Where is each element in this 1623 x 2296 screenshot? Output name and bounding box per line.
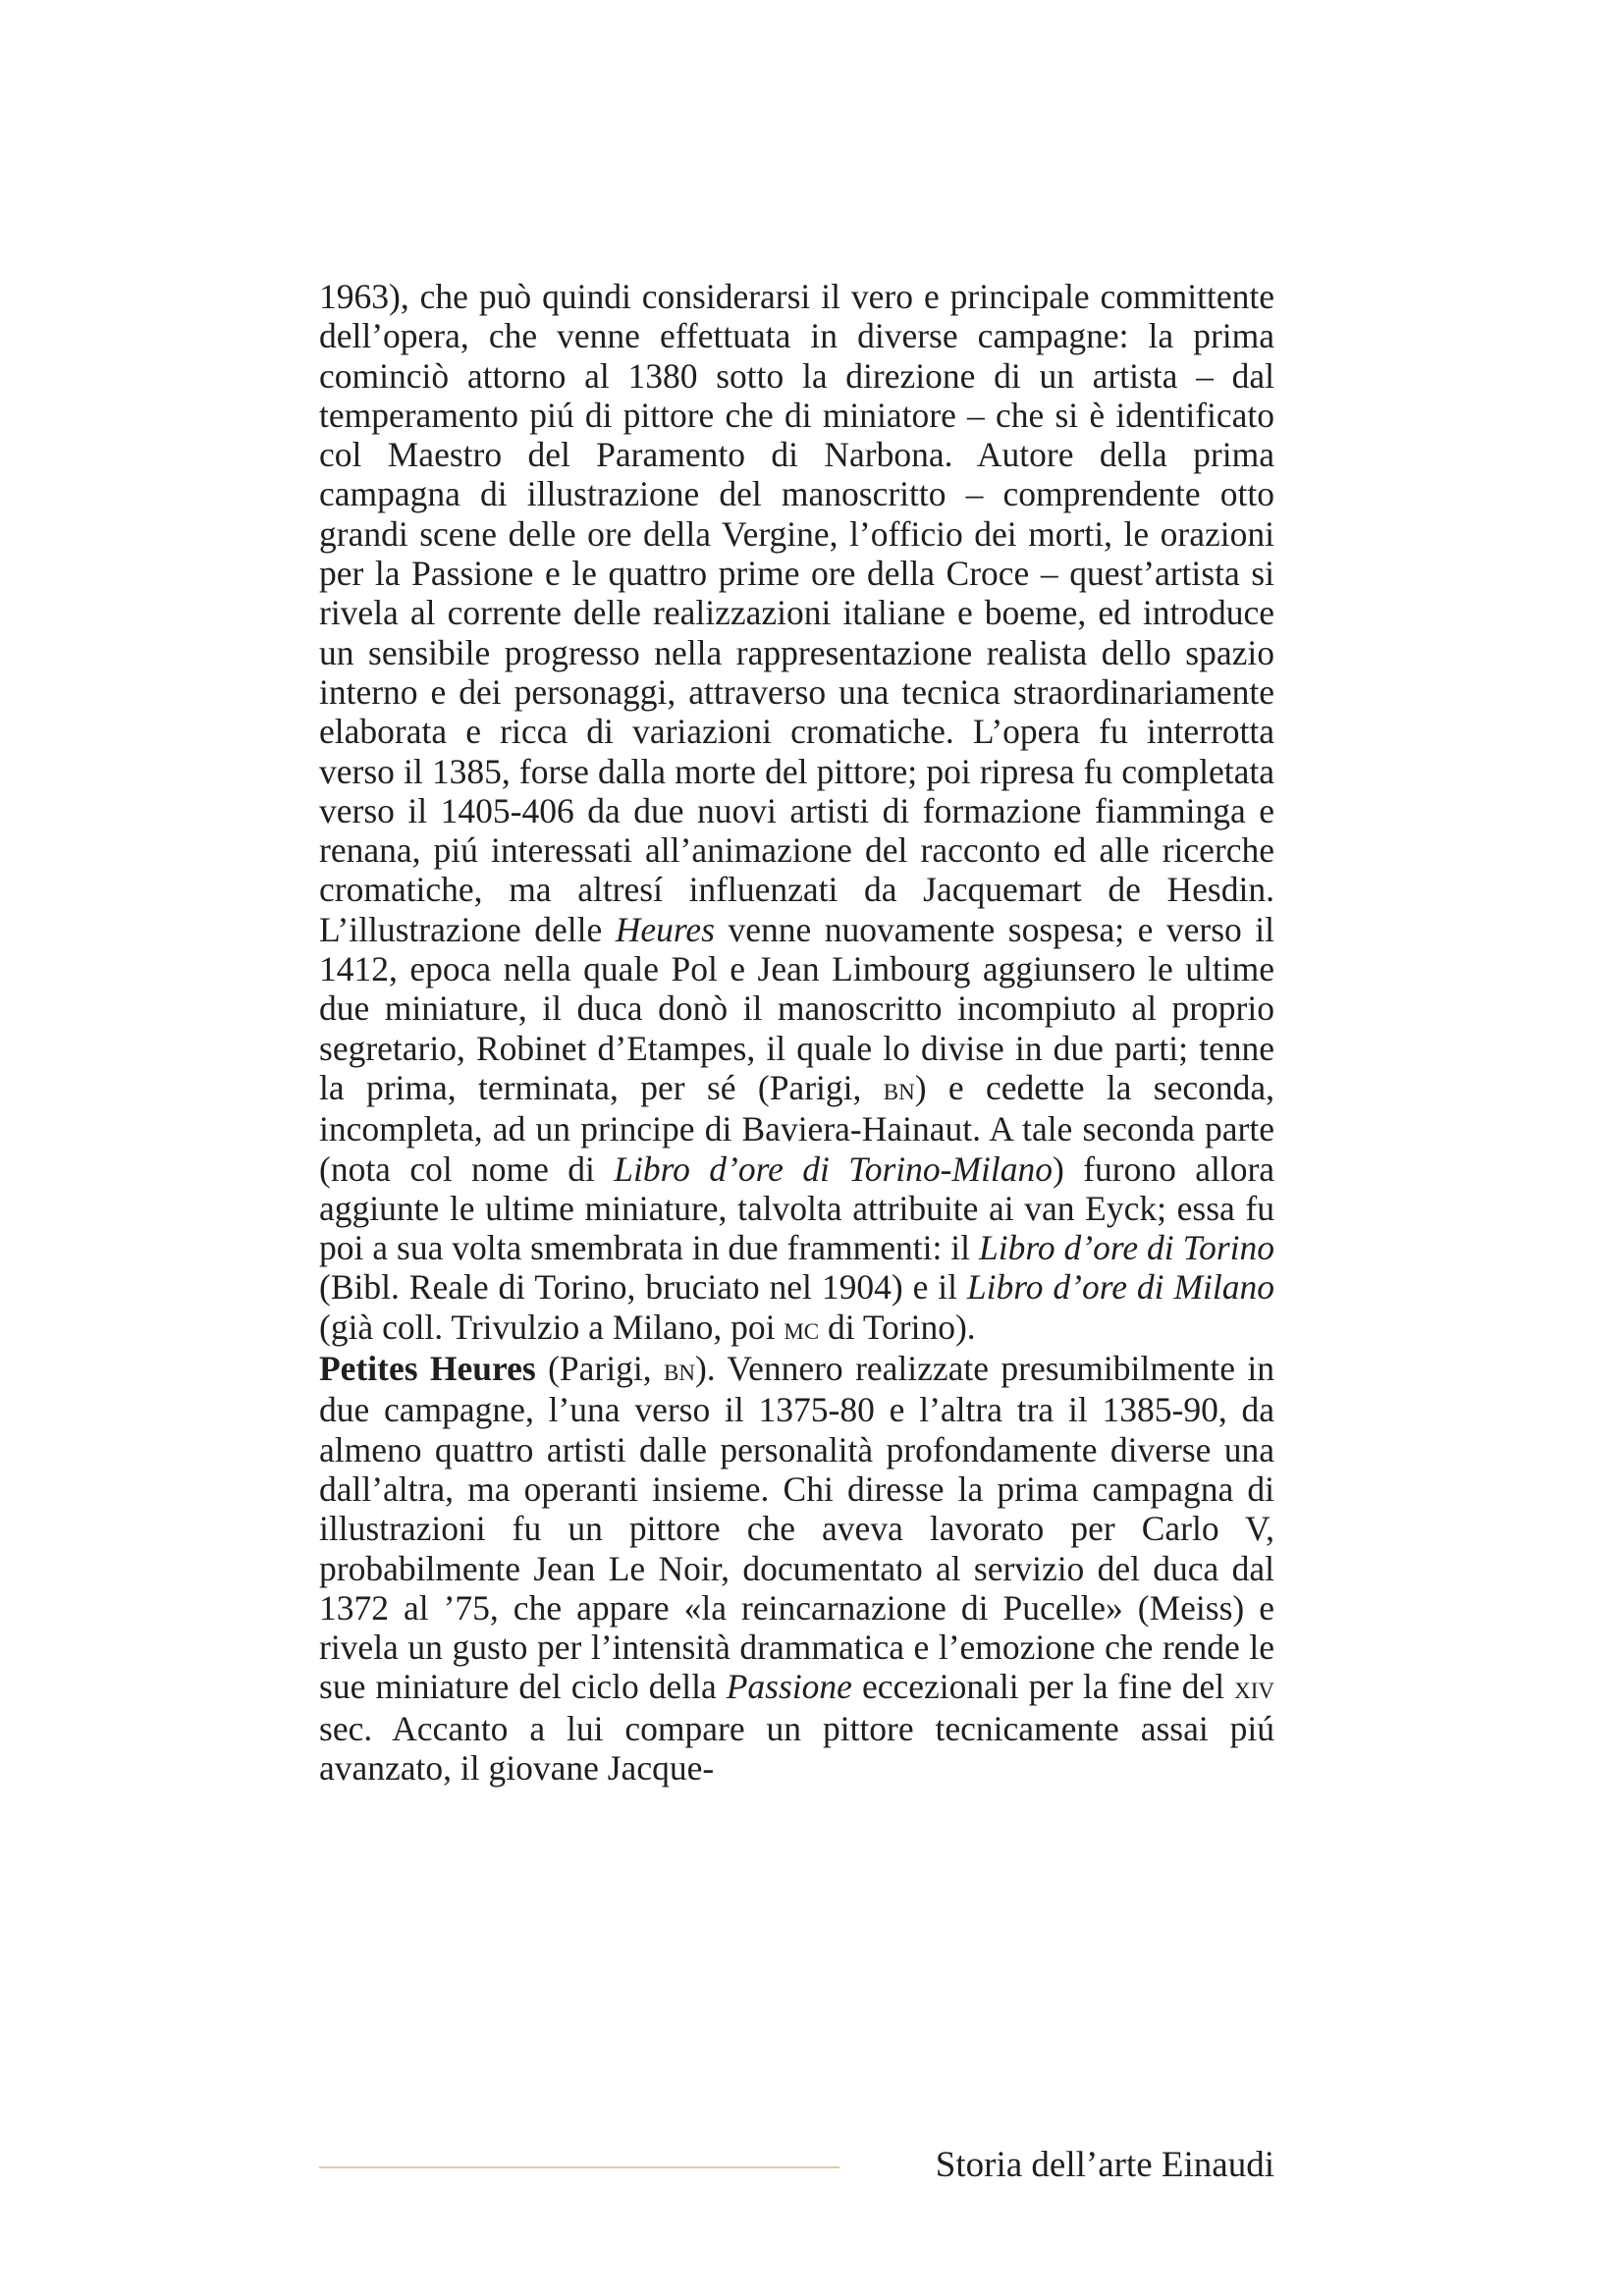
paragraph-1: 1963), che può quindi considerarsi il vero e principale committente dell’opera, che venne effettuata in diverse campagne: la prima cominciò attorno al 1380 sotto la direzione di un artista – dal temperamento piú di pittore che di miniatore – che si è identificato col Maestro del Paramento di Narbona. Autore della prima campagna di illustrazione del manoscritto – comprendente otto grandi scene delle ore della Vergine, l’officio dei morti, le orazioni per la Passione e le quattro prime ore della Croce – quest’artista si rivela al corrente delle realizzazioni italiane e boeme, ed introduce un sensibile progresso nella rappresentazione realista dello spazio interno e dei personaggi, attraverso una tecnica straordinariamente elaborata e ricca di variazioni cromatiche. L’opera fu interrotta verso il 1385, forse dalla morte del pittore; poi ripresa fu completata verso il 1405-406 da due nuovi artisti di formazione fiamminga e renana, piú interessati all’animazione del racconto ed alle ricerche cromatiche, ma altresí influenzati da Jacquemart de Hesdin. L’illustrazione delle Heures venne nuovamente sospesa; e verso il 1412, epoca nella quale Pol e Jean Limbourg aggiunsero le ultime due miniature, il duca donò il manoscritto incompiuto al proprio segretario, Robinet d’Etampes, il quale lo divise in due parti; tenne la prima, terminata, per sé (Parigi, bn) e cedette la seconda, incompleta, ad un principe di Baviera-Hainaut. A tale seconda parte (nota col nome di Libro d’ore di Torino-Milano) furono allora aggiunte le ultime miniature, talvolta attribuite ai van Eyck; essa fu poi a sua volta smembrata in due frammenti: il Libro d’ore di Torino (Bibl. Reale di Torino, bruciato nel 1904) e il Libro d’ore di Milano (già coll. Trivulzio a Milano, poi mc di Torino). (319, 277, 1275, 1347)
footer-caption: Storia dell’arte Einaudi (935, 2145, 1274, 2185)
paragraph-2: Petites Heures (Parigi, bn). Vennero realizzate presumibilmente in due campagne, l’una verso il 1375-80 e l’altra tra il 1385-90, da almeno quattro artisti dalle personalità profondamente diverse una dall’altra, ma operanti insieme. Chi diresse la prima campagna di illustrazioni fu un pittore che aveva lavorato per Carlo V, probabilmente Jean Le Noir, documentato al servizio del duca dal 1372 al ’75, che appare «la reincarnazione di Pucelle» (Meiss) e rivela un gusto per l’intensità drammatica e l’emozione che rende le sue miniature del ciclo della Passione eccezionali per la fine del xiv sec. Accanto a lui compare un pittore tecnicamente assai piú avanzato, il giovane Jacque- (319, 1349, 1275, 1788)
body-text (319, 277, 1274, 1788)
footer-rule (319, 2166, 839, 2168)
entry-title: Petites Heures (319, 1349, 536, 1389)
